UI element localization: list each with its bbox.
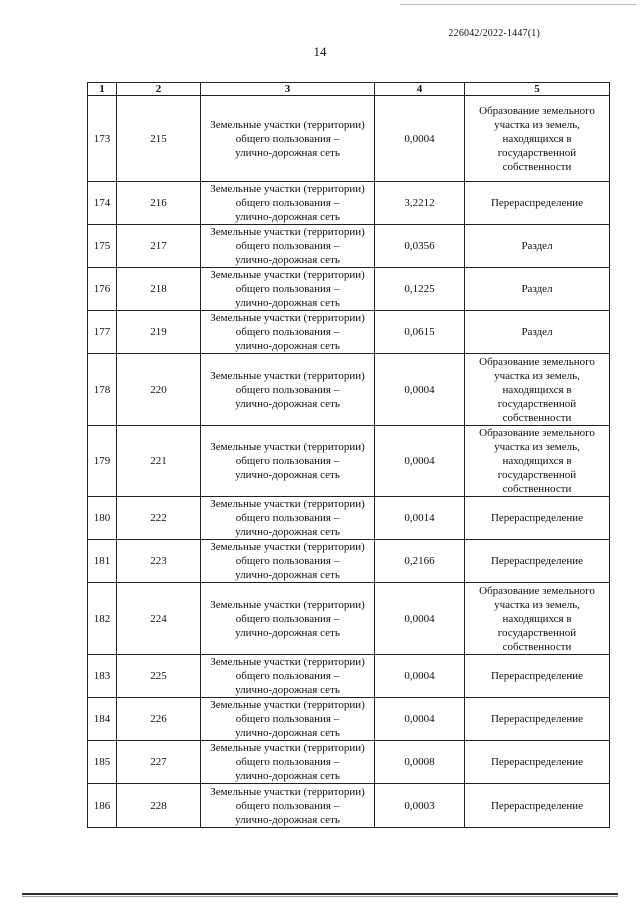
plot-number: 221 [150, 455, 167, 467]
table-row [88, 698, 610, 741]
plot-description: Земельные участки (территории) общего пользования – улично-дорожная сеть [210, 118, 365, 159]
formation-method-cell [465, 311, 610, 354]
formation-method: Образование земельного участка из земель, находящихся в государственной собственности [479, 584, 595, 653]
plot-number: 222 [150, 512, 167, 524]
formation-method-cell [465, 268, 610, 311]
plot-area: 0,0004 [404, 383, 435, 396]
row-number: 176 [93, 283, 111, 295]
plot-number: 223 [150, 555, 167, 567]
plot-number-cell [117, 182, 201, 225]
formation-method: Перераспределение [490, 713, 584, 725]
column-header-1: 1 [88, 83, 117, 96]
plot-area-cell [375, 354, 465, 426]
table-row [88, 426, 610, 497]
row-number: 182 [93, 612, 111, 625]
row-number-cell [88, 182, 117, 225]
plot-area-cell [375, 311, 465, 354]
row-number-cell [88, 354, 117, 426]
table-header [88, 83, 610, 96]
table-row [88, 497, 610, 540]
plot-area: 0,0004 [404, 713, 435, 725]
plot-area: 0,1225 [404, 283, 435, 295]
plot-number: 218 [150, 283, 167, 295]
row-number: 184 [93, 713, 111, 725]
formation-method: Перераспределение [490, 756, 584, 768]
plot-description-cell [201, 741, 375, 784]
row-number: 175 [93, 240, 111, 252]
plot-description: Земельные участки (территории) общего пользования – улично-дорожная сеть [210, 742, 365, 782]
formation-method: Раздел [521, 283, 553, 295]
table-body [88, 96, 610, 828]
formation-method: Раздел [521, 240, 553, 252]
plot-area: 0,0004 [404, 132, 435, 145]
plot-area: 0,0004 [404, 612, 435, 625]
plot-area-cell [375, 426, 465, 497]
row-number-cell [88, 784, 117, 828]
plot-description-cell [201, 540, 375, 583]
row-number-cell [88, 698, 117, 741]
table-row [88, 182, 610, 225]
plot-area: 0,0003 [404, 799, 435, 812]
plot-number-cell [117, 583, 201, 655]
table-row [88, 96, 610, 182]
formation-method-cell [465, 225, 610, 268]
plot-area: 0,0004 [404, 455, 435, 467]
plot-number-cell [117, 497, 201, 540]
plot-description-cell [201, 268, 375, 311]
plot-number: 224 [150, 612, 167, 625]
table-row [88, 741, 610, 784]
plot-description-cell [201, 698, 375, 741]
plot-description: Земельные участки (территории) общего пользования – улично-дорожная сеть [210, 183, 365, 223]
row-number: 186 [93, 799, 111, 812]
plot-area-cell [375, 96, 465, 182]
plot-number: 219 [150, 326, 167, 338]
plot-number: 215 [150, 132, 167, 145]
row-number: 180 [93, 512, 111, 524]
row-number-cell [88, 741, 117, 784]
plot-number-cell [117, 655, 201, 698]
plot-area-cell [375, 268, 465, 311]
plot-number: 227 [150, 756, 167, 768]
row-number: 174 [93, 197, 111, 209]
plot-number: 225 [150, 670, 167, 682]
plot-number-cell [117, 354, 201, 426]
formation-method: Образование земельного участка из земель, находящихся в государственной собственности [479, 104, 595, 173]
plot-number-cell [117, 426, 201, 497]
page-number: 14 [313, 44, 327, 59]
plot-area-cell [375, 497, 465, 540]
row-number: 178 [93, 383, 111, 396]
table-row [88, 540, 610, 583]
row-number: 185 [93, 756, 111, 768]
formation-method: Перераспределение [490, 670, 584, 682]
plot-number: 226 [150, 713, 167, 725]
plot-description-cell [201, 583, 375, 655]
plot-description-cell [201, 182, 375, 225]
plot-area-cell [375, 741, 465, 784]
plot-number-cell [117, 741, 201, 784]
row-number-cell [88, 268, 117, 311]
formation-method-cell [465, 354, 610, 426]
plot-area-cell [375, 583, 465, 655]
plot-area: 0,0014 [404, 512, 435, 524]
plot-number-cell [117, 225, 201, 268]
formation-method-cell [465, 426, 610, 497]
plot-description: Земельные участки (территории) общего пользования – улично-дорожная сеть [210, 226, 365, 266]
plot-description: Земельные участки (территории) общего пользования – улично-дорожная сеть [210, 785, 365, 826]
plot-number-cell [117, 268, 201, 311]
row-number-cell [88, 96, 117, 182]
plot-description: Земельные участки (территории) общего пользования – улично-дорожная сеть [210, 699, 365, 739]
plot-description: Земельные участки (территории) общего пользования – улично-дорожная сеть [210, 541, 365, 581]
plot-description-cell [201, 655, 375, 698]
plot-area-cell [375, 182, 465, 225]
bottom-rule-thin [22, 896, 618, 897]
plot-description-cell [201, 354, 375, 426]
bottom-rule [22, 893, 618, 895]
formation-method: Перераспределение [490, 512, 584, 524]
row-number: 173 [93, 132, 111, 145]
row-number: 179 [93, 455, 111, 467]
plot-description-cell [201, 497, 375, 540]
formation-method: Перераспределение [490, 555, 584, 567]
column-header-4: 4 [375, 83, 465, 96]
plot-number: 220 [150, 383, 167, 396]
plot-description-cell [201, 311, 375, 354]
plot-number-cell [117, 540, 201, 583]
table-row [88, 655, 610, 698]
formation-method-cell [465, 497, 610, 540]
plot-area: 3,2212 [404, 197, 435, 209]
plot-description: Земельные участки (территории) общего пользования – улично-дорожная сеть [210, 598, 365, 639]
plot-number-cell [117, 698, 201, 741]
plot-area-cell [375, 225, 465, 268]
plot-area-cell [375, 698, 465, 741]
plot-description-cell [201, 426, 375, 497]
table-row [88, 784, 610, 828]
plot-number-cell [117, 96, 201, 182]
document-id: 226042/2022-1447(1) [448, 28, 540, 39]
table-row [88, 583, 610, 655]
plot-description: Земельные участки (территории) общего пользования – улично-дорожная сеть [210, 656, 365, 696]
table-header-row [88, 83, 610, 96]
plot-area: 0,0356 [404, 240, 435, 252]
plot-description: Земельные участки (территории) общего пользования – улично-дорожная сеть [210, 441, 365, 481]
plot-number-cell [117, 311, 201, 354]
top-rule [400, 4, 636, 5]
row-number-cell [88, 426, 117, 497]
formation-method: Раздел [521, 326, 553, 338]
column-header-5: 5 [465, 83, 610, 96]
plot-number-cell [117, 784, 201, 828]
table-row [88, 311, 610, 354]
plot-number: 217 [150, 240, 167, 252]
formation-method: Перераспределение [490, 799, 584, 812]
formation-method-cell [465, 583, 610, 655]
plot-description: Земельные участки (территории) общего пользования – улично-дорожная сеть [210, 498, 365, 538]
formation-method-cell [465, 698, 610, 741]
plot-description: Земельные участки (территории) общего пользования – улично-дорожная сеть [210, 369, 365, 410]
table-row [88, 268, 610, 311]
plot-description: Земельные участки (территории) общего пользования – улично-дорожная сеть [210, 312, 365, 352]
plot-area: 0,0615 [404, 326, 435, 338]
plot-area-cell [375, 655, 465, 698]
row-number-cell [88, 583, 117, 655]
formation-method-cell [465, 96, 610, 182]
column-header-3: 3 [201, 83, 375, 96]
plot-area-cell [375, 540, 465, 583]
formation-method: Образование земельного участка из земель, находящихся в государственной собственности [479, 355, 595, 424]
plot-description-cell [201, 96, 375, 182]
row-number: 183 [93, 670, 111, 682]
formation-method-cell [465, 741, 610, 784]
column-header-2: 2 [117, 83, 201, 96]
formation-method-cell [465, 182, 610, 225]
plot-number: 228 [150, 799, 167, 812]
row-number-cell [88, 311, 117, 354]
land-plots-table [87, 82, 610, 828]
plot-area-cell [375, 784, 465, 828]
plot-area: 0,0004 [404, 670, 435, 682]
formation-method: Перераспределение [490, 197, 584, 209]
row-number: 177 [93, 326, 111, 338]
plot-area: 0,2166 [404, 555, 435, 567]
row-number: 181 [93, 555, 111, 567]
table-row [88, 225, 610, 268]
row-number-cell [88, 225, 117, 268]
formation-method: Образование земельного участка из земель, находящихся в государственной собственности [479, 427, 595, 495]
plot-description-cell [201, 784, 375, 828]
plot-number: 216 [150, 197, 167, 209]
formation-method-cell [465, 655, 610, 698]
row-number-cell [88, 655, 117, 698]
row-number-cell [88, 497, 117, 540]
plot-description: Земельные участки (территории) общего пользования – улично-дорожная сеть [210, 269, 365, 309]
formation-method-cell [465, 540, 610, 583]
plot-area: 0,0008 [404, 756, 435, 768]
row-number-cell [88, 540, 117, 583]
table-row [88, 354, 610, 426]
plot-description-cell [201, 225, 375, 268]
formation-method-cell [465, 784, 610, 828]
